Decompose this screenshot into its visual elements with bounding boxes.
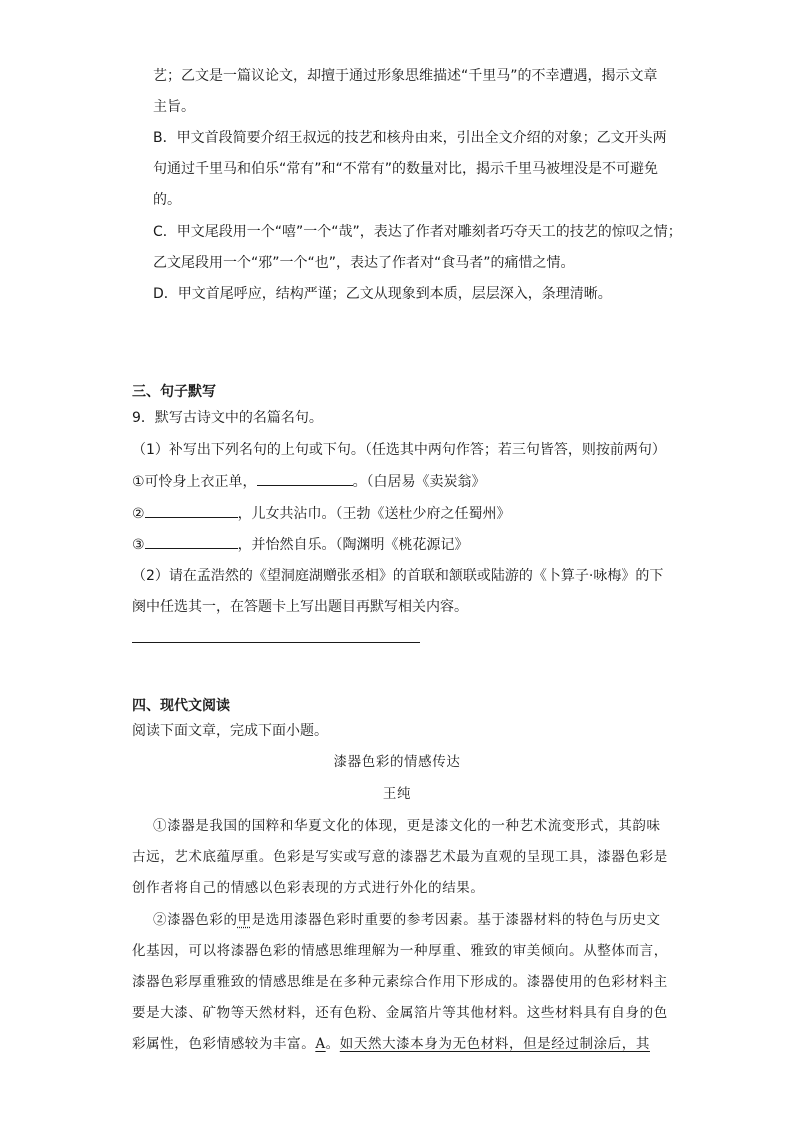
- paragraph-2-text: 。: [325, 1036, 340, 1052]
- sub-question-1: （1）补写出下列名句的上句或下句。（任选其中两句作答；若三句皆答，则按前两句）: [132, 442, 666, 458]
- answer-blank-2[interactable]: [145, 503, 238, 518]
- article-author: 王纯: [382, 786, 412, 802]
- option-a-continued: 艺；乙文是一篇议论文，却擅于通过形象思维描述“千里马”的不幸遭遇，揭示文章: [153, 68, 658, 84]
- paragraph-1: 古远，艺术底蕴厚重。色彩是写实或写意的漆器艺术最为直观的呈现工具，漆器色彩是: [132, 849, 668, 865]
- section-heading: 三、句子默写: [132, 384, 216, 400]
- answer-blank-3[interactable]: [145, 534, 238, 549]
- sub-question-2: 阕中任选其一，在答题卡上写出题目再默写相关内容。: [132, 599, 468, 615]
- paragraph-1: 创作者将自己的情感以色彩表现的方式进行外化的结果。: [132, 880, 485, 896]
- paragraph-2: 化基因，可以将漆器色彩的情感思维理解为一种厚重、雅致的审美倾向。从整体而言，: [132, 943, 668, 959]
- option-b: 的。: [153, 192, 181, 208]
- option-c: 乙文尾段用一个“邪”一个“也”，表达了作者对“食马者”的痛惜之情。: [153, 255, 575, 271]
- sub-question-2: （2）请在孟浩然的《望洞庭湖赠张丞相》的首联和颔联或陆游的《卜算子·咏梅》的下: [132, 568, 664, 584]
- option-c: C．甲文尾段用一个“嘻”一个“哉”，表达了作者对雕刻者巧夺天工的技艺的惊叹之情；: [153, 224, 682, 240]
- option-b: B．甲文首段简要介绍王叔远的技艺和核舟由来，引出全文介绍的对象；乙文开头两: [153, 130, 667, 146]
- option-a-continued: 主旨。: [153, 99, 195, 115]
- fill-item-2-prefix: ②: [132, 506, 145, 522]
- paragraph-1: ①漆器是我国的国粹和华夏文化的体现，更是漆文化的一种艺术流变形式，其韵味: [153, 818, 661, 834]
- fill-item-2-suffix: ，儿女共沾巾。（王勃《送杜少府之任蜀州》: [237, 506, 511, 522]
- fill-item-3-suffix: ，并怡然自乐。（陶渊明《桃花源记》: [237, 537, 469, 553]
- fill-item-1-prefix: ①可怜身上衣正单，: [132, 474, 257, 490]
- answer-line[interactable]: [132, 642, 420, 643]
- paragraph-2: 要是大漆、矿物等天然材料，还有色粉、金属箔片等其他材料。这些材料具有自身的色: [132, 1005, 668, 1021]
- answer-blank-1[interactable]: [257, 471, 353, 486]
- paragraph-2: [132, 1034, 650, 1054]
- blank-marker-jia: 甲: [237, 912, 252, 928]
- option-b: 句通过千里马和伯乐“常有”和“不常有”的数量对比，揭示千里马被埋没是不可避免: [153, 161, 659, 177]
- reading-intro: 阅读下面文章，完成下面小题。: [132, 723, 328, 739]
- fill-item-3-prefix: ③: [132, 537, 145, 553]
- fill-item-2: [132, 503, 511, 524]
- article-title: 漆器色彩的情感传达: [333, 754, 461, 770]
- blank-marker-a: A: [315, 1036, 326, 1052]
- fill-item-3: [132, 534, 469, 555]
- fill-item-1-suffix: 。（白居易《卖炭翁》: [352, 474, 486, 490]
- paragraph-2-text: ②漆器色彩的: [153, 912, 238, 928]
- paragraph-2: [153, 910, 661, 930]
- underlined-sentence: 如天然大漆本身为无色材料，但是经过制涂后，其: [339, 1036, 650, 1052]
- section-heading: 四、现代文阅读: [132, 698, 230, 714]
- fill-item-1: [132, 471, 486, 492]
- paragraph-2-text: 是选用漆器色彩时重要的参考因素。基于漆器材料的特色与历史文: [251, 912, 661, 928]
- option-d: D．甲文首尾呼应，结构严谨；乙文从现象到本质，层层深入，条理清晰。: [153, 286, 612, 302]
- paragraph-2-text: 彩属性，色彩情感较为丰富。: [132, 1036, 316, 1052]
- paragraph-2: 漆器色彩厚重雅致的情感思维是在多种元素综合作用下形成的。漆器使用的色彩材料主: [132, 974, 668, 990]
- question-9: 9．默写古诗文中的名篇名句。: [132, 410, 323, 426]
